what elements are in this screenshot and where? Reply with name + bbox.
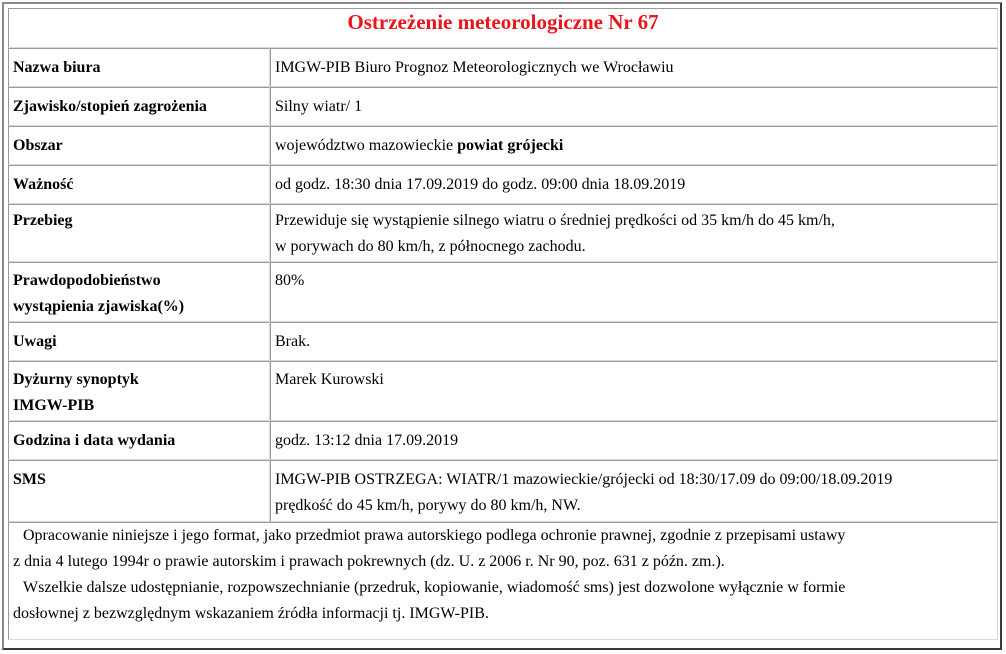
value-nazwa-biura: IMGW-PIB Biuro Prognoz Meteorologicznych we Wrocławiu xyxy=(270,48,998,87)
row-dyzurny xyxy=(8,361,998,421)
sms-line-1: IMGW-PIB OSTRZEGA: WIATR/1 mazowieckie/grójecki od 18:30/17.09 do 09:00/18.09.2019 xyxy=(275,471,893,488)
value-obszar xyxy=(270,126,998,165)
row-sms xyxy=(8,460,998,522)
value-waznosc: od godz. 18:30 dnia 17.09.2019 do godz. 09:00 dnia 18.09.2019 xyxy=(270,165,998,204)
label-obszar: Obszar xyxy=(8,126,270,165)
label-prawdopodobienstwo xyxy=(8,262,270,322)
label-prawdopodobienstwo-line-1: Prawdopodobieństwo xyxy=(13,272,161,289)
sms-line-2: prędkość do 45 km/h, porywy do 80 km/h, NW. xyxy=(275,497,581,514)
footer-p1-line-1-text: Opracowanie niniejsze i jego format, jako przedmiot prawa autorskiego podlega ochronie prawnej, zgodnie z przepisami ustawy xyxy=(23,527,846,544)
value-obszar-region: województwo mazowieckie xyxy=(275,136,458,154)
row-obszar xyxy=(8,126,998,165)
value-prawdopodobienstwo: 80% xyxy=(270,262,998,322)
label-sms: SMS xyxy=(8,460,270,522)
footer-p2-line-1 xyxy=(13,575,993,601)
value-dyzurny: Marek Kurowski xyxy=(270,361,998,421)
footer-p1-line-1 xyxy=(13,523,993,549)
value-uwagi: Brak. xyxy=(270,322,998,361)
przebieg-line-1: Przewiduje się wystąpienie silnego wiatru o średniej prędkości od 35 km/h do 45 km/h, xyxy=(275,212,835,229)
row-waznosc xyxy=(8,165,998,204)
footer-p2-line-1-text: Wszelkie dalsze udostępnianie, rozpowszechnianie (przedruk, kopiowanie, wiadomość sms) jest dozwolone wyłącznie w formie xyxy=(23,579,846,596)
label-zjawisko: Zjawisko/stopień zagrożenia xyxy=(8,87,270,126)
title-row xyxy=(8,8,998,48)
row-prawdopodobienstwo xyxy=(8,262,998,322)
warning-document xyxy=(2,2,1002,650)
label-dyzurny-line-2: IMGW-PIB xyxy=(13,397,95,414)
value-obszar-powiat: powiat grójecki xyxy=(457,136,564,154)
warning-title: Ostrzeżenie meteorologiczne Nr 67 xyxy=(8,8,998,48)
label-nazwa-biura: Nazwa biura xyxy=(8,48,270,87)
value-godzina: godz. 13:12 dnia 17.09.2019 xyxy=(270,421,998,460)
footer-p2-line-2: dosłownej z bezwzględnym wskazaniem źródła informacji tj. IMGW-PIB. xyxy=(13,605,489,622)
footer-row xyxy=(8,522,998,640)
value-sms xyxy=(270,460,998,522)
label-godzina: Godzina i data wydania xyxy=(8,421,270,460)
copyright-footer xyxy=(8,522,998,640)
label-prawdopodobienstwo-line-2: wystąpienia zjawiska(%) xyxy=(13,298,185,315)
label-przebieg: Przebieg xyxy=(8,204,270,262)
value-zjawisko: Silny wiatr/ 1 xyxy=(270,87,998,126)
row-nazwa-biura xyxy=(8,48,998,87)
przebieg-line-2: w porywach do 80 km/h, z północnego zachodu. xyxy=(275,238,586,255)
row-zjawisko xyxy=(8,87,998,126)
row-przebieg xyxy=(8,204,998,262)
label-waznosc: Ważność xyxy=(8,165,270,204)
row-godzina xyxy=(8,421,998,460)
value-przebieg xyxy=(270,204,998,262)
label-dyzurny-line-1: Dyżurny synoptyk xyxy=(13,371,139,388)
row-uwagi xyxy=(8,322,998,361)
warning-table xyxy=(8,8,998,640)
label-dyzurny xyxy=(8,361,270,421)
footer-p1-line-2: z dnia 4 lutego 1994r o prawie autorskim i prawach pokrewnych (dz. U. z 2006 r. Nr 90, poz. 631 z późn. zm.). xyxy=(13,553,725,570)
label-uwagi: Uwagi xyxy=(8,322,270,361)
